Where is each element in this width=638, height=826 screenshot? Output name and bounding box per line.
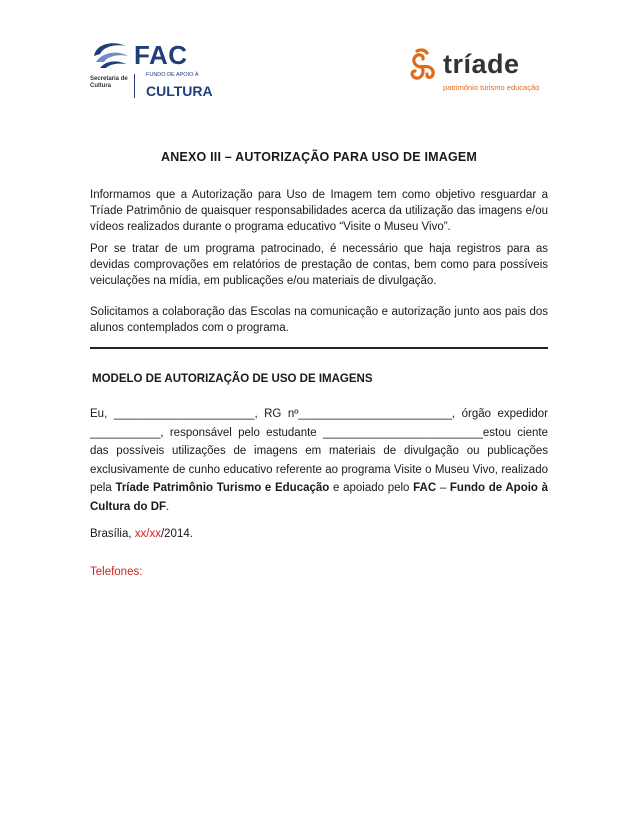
form-expedidor: expedidor xyxy=(497,408,548,420)
form-end: . xyxy=(166,500,170,513)
document-title: ANEXO III – AUTORIZAÇÃO PARA USO DE IMAGEM xyxy=(160,150,478,164)
form-dash: – xyxy=(439,482,447,494)
place-city: Brasília, xyxy=(90,528,132,540)
org-triade: Tríade Patrimônio Turismo e Educação xyxy=(115,482,330,494)
fac-divider xyxy=(134,74,135,98)
date-placeholder: xx/xx xyxy=(134,528,161,540)
triskelion-icon xyxy=(405,47,439,87)
paragraph-sponsorship: Por se tratar de um programa patrocinado, é necessário que haja registros para as devidas comprovações em relatórios de prestação de contas, bem como para possíveis veiculações na mídia, em publicações e/ou materiais de divulgação. xyxy=(90,243,548,287)
authorization-form-text xyxy=(90,405,548,516)
form-first-line xyxy=(90,405,548,424)
place-date xyxy=(90,528,193,540)
paragraph-purpose: Informamos que a Autorização para Uso de Imagem tem como objetivo resguardar a Tríade Patrimônio de quaisquer responsabilidades acerca da utilização das imagens e/ou vídeos realizados durante o programa educativo “Visite o Museu Vivo”. xyxy=(90,189,548,233)
paragraph-request: Solicitamos a colaboração das Escolas na comunicação e autorização junto aos pais dos alunos contemplados com o programa. xyxy=(90,306,548,334)
triade-logo-name: tríade xyxy=(443,49,520,79)
fac-logo-name: FAC xyxy=(134,40,188,70)
fac-logo-subtitle: FUNDO DE APOIO À xyxy=(146,72,199,78)
form-eu: Eu, xyxy=(90,408,108,420)
triade-logo xyxy=(405,45,555,101)
org-fac-full: Fundo de Apoio à Cultura do DF xyxy=(90,482,549,513)
org-fac: FAC xyxy=(413,482,437,494)
form-rg-blank: nº________________________, xyxy=(287,408,456,420)
form-supported-by: e apoiado pelo xyxy=(333,482,410,494)
model-title: MODELO DE AUTORIZAÇÃO DE USO DE IMAGENS xyxy=(92,373,373,385)
fac-logo-cultura: CULTURA xyxy=(146,83,213,99)
form-name-blank: ______________________, xyxy=(113,408,258,420)
form-orgao: órgão xyxy=(461,408,492,420)
date-year: /2014. xyxy=(160,528,193,540)
fac-logo xyxy=(90,38,222,102)
fac-emblem-icon xyxy=(90,38,130,72)
triade-logo-tagline: patrimônio turismo educação xyxy=(443,83,540,92)
form-body xyxy=(90,424,548,517)
section-divider xyxy=(90,347,548,349)
phones-label: Telefones: xyxy=(90,566,143,578)
fac-secretaria-text: Secretaria de Cultura xyxy=(90,76,128,89)
form-body-text: ___________, responsável pelo estudante _________________________estou ciente das possíveis utilizações de imagens em materiais de divulgação ou publicações exclusivamente de cunho educativo referente ao programa Visite o Museu Vivo, realizado pela xyxy=(90,426,548,494)
form-rg-label: RG xyxy=(264,408,282,420)
